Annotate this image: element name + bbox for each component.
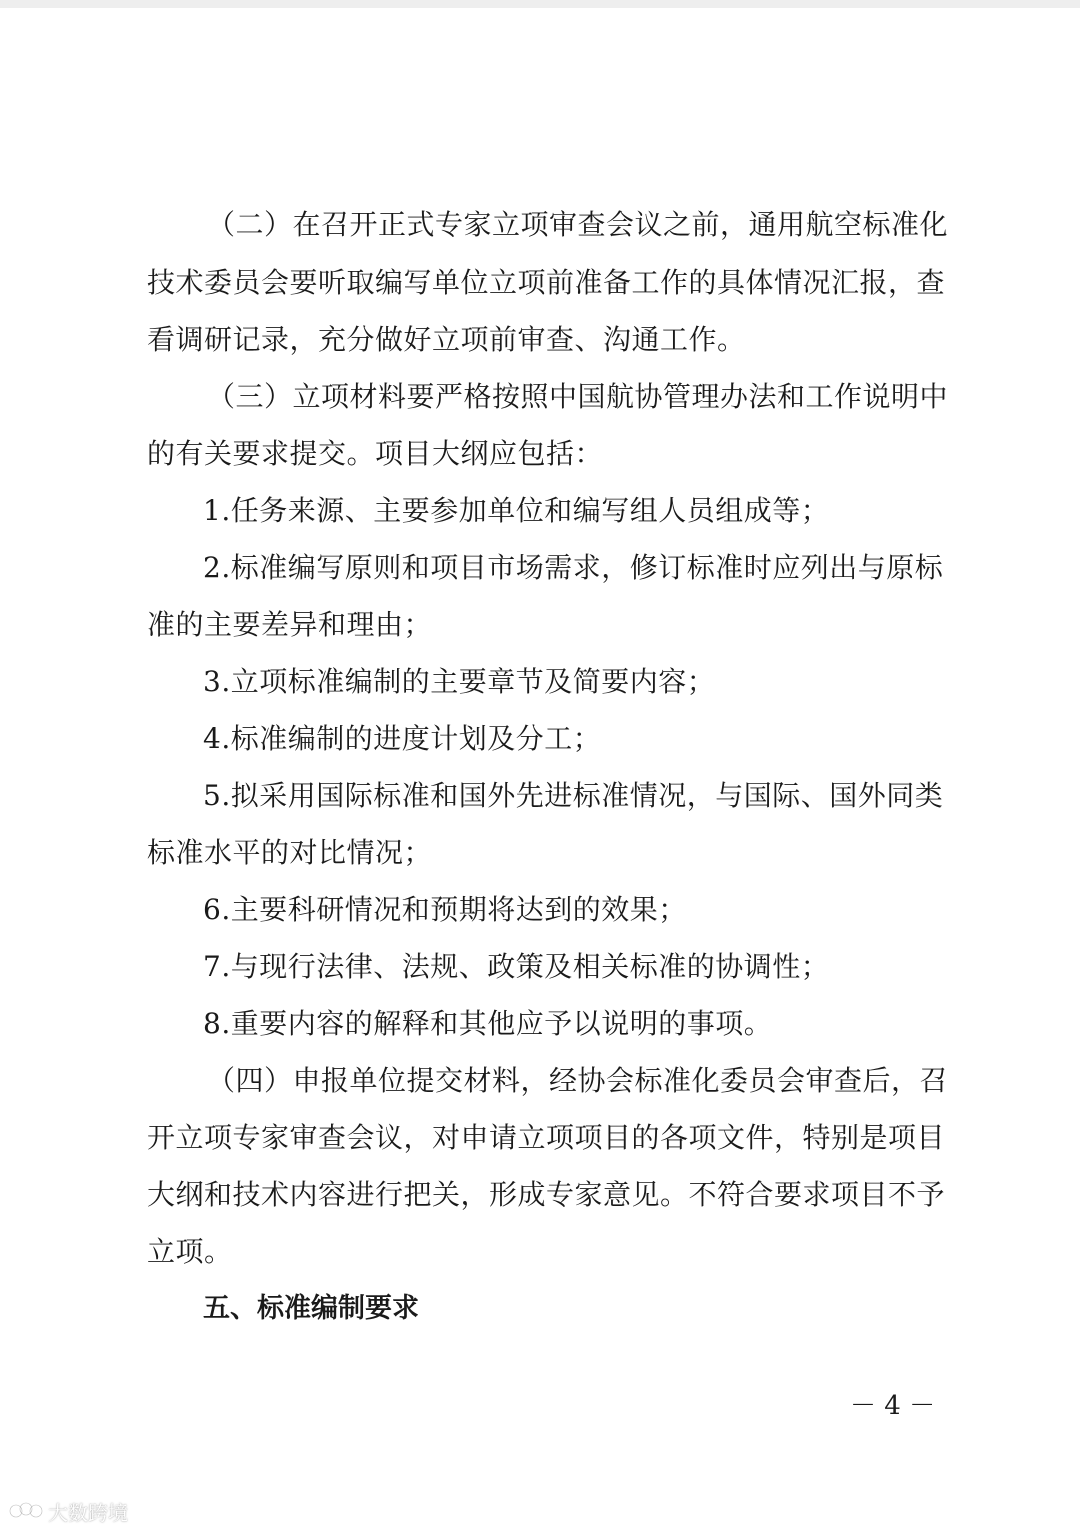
paragraph-line: 技术委员会要听取编写单位立项前准备工作的具体情况汇报，查 (147, 266, 946, 299)
page-number: － 4 － (850, 1391, 936, 1421)
watermark (8, 1496, 128, 1526)
brand-logo-icon (8, 1499, 44, 1523)
section-heading: 五、标准编制要求 (203, 1293, 419, 1324)
list-item: 7.与现行法律、法规、政策及相关标准的协调性； (203, 950, 830, 983)
paragraph-line: 大纲和技术内容进行把关，形成专家意见。不符合要求项目不予 (147, 1178, 946, 1211)
paragraph-line: （二）在召开正式专家立项审查会议之前，通用航空标准化 (207, 208, 949, 241)
paragraph-line: （四）申报单位提交材料，经协会标准化委员会审查后，召 (207, 1064, 949, 1097)
paragraph-line: （三）立项材料要严格按照中国航协管理办法和工作说明中 (207, 380, 949, 413)
list-item: 4.标准编制的进度计划及分工； (203, 722, 602, 755)
list-item: 6.主要科研情况和预期将达到的效果； (203, 893, 687, 926)
paragraph-line: 的有关要求提交。项目大纲应包括： (147, 437, 604, 470)
paragraph-line: 看调研记录，充分做好立项前审查、沟通工作。 (147, 323, 746, 356)
watermark-text: 大数跨境 (48, 1500, 128, 1525)
list-item: 1.任务来源、主要参加单位和编写组人员组成等； (203, 494, 830, 527)
paragraph-line: 开立项专家审查会议，对申请立项项目的各项文件，特别是项目 (147, 1121, 946, 1154)
list-item: 5.拟采用国际标准和国外先进标准情况，与国际、国外同类 (203, 779, 944, 812)
list-item-continuation: 标准水平的对比情况； (147, 836, 433, 869)
list-item: 2.标准编写原则和项目市场需求，修订标准时应列出与原标 (203, 551, 944, 584)
list-item: 8.重要内容的解释和其他应予以说明的事项。 (203, 1007, 773, 1040)
list-item: 3.立项标准编制的主要章节及简要内容； (203, 665, 716, 698)
paragraph-line: 立项。 (147, 1235, 233, 1268)
list-item-continuation: 准的主要差异和理由； (147, 608, 433, 641)
